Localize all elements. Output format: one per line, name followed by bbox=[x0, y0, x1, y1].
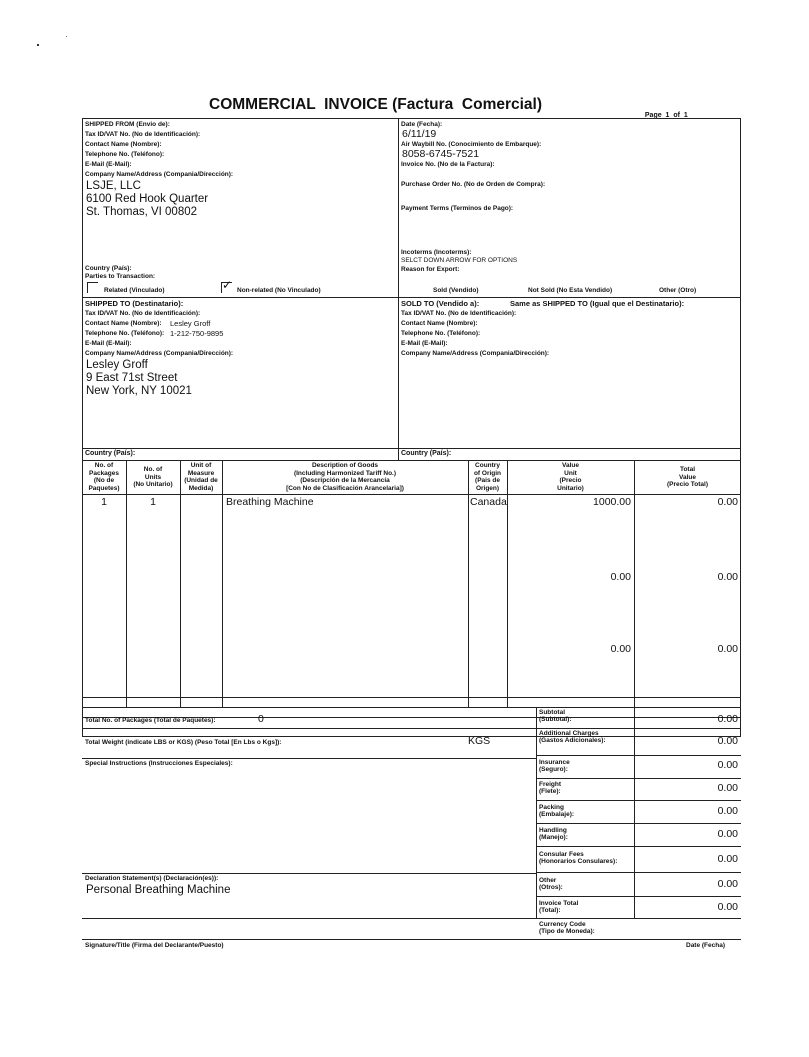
rule bbox=[82, 873, 536, 874]
page-indicator bbox=[641, 105, 688, 119]
shipped-from-tax-label: Tax ID/VAT No. (No de Identificación): bbox=[85, 131, 201, 138]
shipped-from-address-2: 6100 Red Hook Quarter bbox=[86, 193, 209, 205]
col-total-header: Total Value (Precio Total) bbox=[666, 466, 709, 489]
rule bbox=[536, 872, 741, 873]
row1-total: 0.00 bbox=[717, 496, 738, 508]
shipped-to-country-label: Country (País): bbox=[85, 450, 136, 457]
rule bbox=[222, 460, 223, 707]
summary-subtotal: Subtotal (Subtotal): bbox=[539, 709, 572, 724]
summary-packing: Packing (Embalaje): bbox=[539, 804, 575, 819]
not-sold-option[interactable]: Not Sold (No Esta Vendido) bbox=[528, 287, 613, 294]
rule bbox=[536, 823, 741, 824]
rule bbox=[536, 846, 741, 847]
row1-origin: Canada bbox=[470, 496, 507, 508]
signature-date-label[interactable]: Date (Fecha) bbox=[686, 942, 726, 949]
rule bbox=[536, 755, 741, 756]
signature-label[interactable]: Signature/Title (Firma del Declarante/Puesto) bbox=[85, 942, 224, 949]
rule bbox=[634, 460, 635, 919]
rule bbox=[82, 707, 741, 708]
rule bbox=[82, 728, 741, 729]
sold-to-same-as[interactable]: Same as SHIPPED TO (Igual que el Destinatario): bbox=[510, 299, 685, 308]
row1-packages: 1 bbox=[101, 496, 107, 508]
shipped-to-phone-value: 1-212-750-9895 bbox=[170, 329, 224, 338]
parties-label: Parties to Transaction: bbox=[85, 273, 156, 280]
summary-subtotal-value: 0.00 bbox=[717, 713, 738, 725]
shipped-to-email-label: E-Mail (E-Mail): bbox=[85, 340, 132, 347]
rule bbox=[180, 460, 181, 707]
related-label: Related (Vinculado) bbox=[104, 287, 165, 294]
summary-freight-value: 0.00 bbox=[717, 782, 738, 794]
shipped-to-address-2: 9 East 71st Street bbox=[86, 372, 178, 384]
summary-consular: Consular Fees (Honorarios Consulares): bbox=[539, 851, 618, 866]
sold-to-phone-label: Telephone No. (Teléfono): bbox=[401, 330, 481, 337]
shipped-to-tax-label: Tax ID/VAT No. (No de Identificación): bbox=[85, 310, 201, 317]
shipped-from-country-label: Country (País): bbox=[85, 265, 132, 272]
shipped-from-heading: SHIPPED FROM (Envio de): bbox=[85, 121, 170, 128]
summary-currency: Currency Code (Tipo de Moneda): bbox=[539, 921, 595, 936]
total-weight-unit: KGS bbox=[468, 735, 491, 747]
page-label: Page bbox=[644, 112, 662, 119]
summary-insurance-value: 0.00 bbox=[717, 759, 738, 771]
shipped-to-phone-label: Telephone No. (Teléfono): bbox=[85, 330, 165, 337]
rule bbox=[536, 896, 741, 897]
scan-speck bbox=[66, 36, 67, 37]
declaration-label: Declaration Statement(s) (Declaración(es)): bbox=[85, 875, 219, 882]
rule bbox=[536, 778, 741, 779]
reason-label: Reason for Export: bbox=[401, 266, 460, 273]
summary-packing-value: 0.00 bbox=[717, 805, 738, 817]
related-checkbox[interactable] bbox=[87, 282, 98, 293]
col-uom-header: Unit of Measure (Unidad de Medida) bbox=[184, 462, 218, 492]
total-packages-value: 0 bbox=[258, 713, 264, 725]
row2-total: 0.00 bbox=[717, 571, 738, 583]
shipped-to-contact-label: Contact Name (Nombre): bbox=[85, 320, 162, 327]
other-option[interactable]: Other (Otro) bbox=[659, 287, 697, 294]
rule bbox=[82, 448, 741, 449]
page-of: of bbox=[673, 112, 680, 119]
row3-unit-value: 0.00 bbox=[610, 643, 631, 655]
summary-insurance: Insurance (Seguro): bbox=[539, 759, 570, 774]
shipped-from-contact-label: Contact Name (Nombre): bbox=[85, 141, 162, 148]
col-desc-header: Description of Goods (Including Harmonized Tariff No.) (Descripción de la Mercancía [Con No de Clasificación Arancelaria]) bbox=[286, 462, 404, 492]
row3-total: 0.00 bbox=[717, 643, 738, 655]
date-value: 6/11/19 bbox=[402, 128, 437, 140]
incoterms-label: Incoterms (Incoterms): bbox=[401, 249, 472, 256]
shipped-to-heading: SHIPPED TO (Destinatario): bbox=[85, 299, 184, 308]
scan-speck bbox=[37, 44, 39, 46]
awb-value: 8058-6745-7521 bbox=[402, 148, 480, 160]
shipped-from-address-3: St. Thomas, VI 00802 bbox=[86, 206, 198, 218]
sold-to-tax-label: Tax ID/VAT No. (No de Identificación): bbox=[401, 310, 517, 317]
date-label: Date (Fecha): bbox=[401, 121, 443, 128]
shipped-from-email-label: E-Mail (E-Mail): bbox=[85, 161, 132, 168]
row2-unit-value: 0.00 bbox=[610, 571, 631, 583]
row1-description: Breathing Machine bbox=[226, 496, 314, 508]
col-unit-value-header: Value Unit (Precio Unitario) bbox=[557, 462, 584, 492]
row1-units: 1 bbox=[150, 496, 156, 508]
summary-handling-value: 0.00 bbox=[717, 828, 738, 840]
summary-handling: Handling (Manejo): bbox=[539, 827, 568, 842]
col-packages-header: No. of Packages (No de Paquetes) bbox=[88, 462, 120, 492]
nonrelated-label: Non-related (No Vinculado) bbox=[237, 287, 321, 294]
shipped-from-company-label: Company Name/Address (Compania/Dirección): bbox=[85, 171, 234, 178]
summary-additional: Additional Charges (Gastos Adicionales): bbox=[539, 730, 606, 745]
page-total: 1 bbox=[683, 112, 688, 119]
summary-invoice-total-value: 0.00 bbox=[717, 901, 738, 913]
sold-to-company-label: Company Name/Address (Compania/Dirección): bbox=[401, 350, 550, 357]
payment-terms-label: Payment Terms (Terminos de Pago): bbox=[401, 205, 514, 212]
shipped-to-address-3: New York, NY 10021 bbox=[86, 385, 192, 397]
sold-to-contact-label: Contact Name (Nombre): bbox=[401, 320, 478, 327]
rule bbox=[82, 918, 741, 919]
total-packages-label: Total No. of Packages (Total de Paquetes): bbox=[85, 717, 216, 724]
sold-to-country-label: Country (País): bbox=[401, 450, 452, 457]
invoice-no-label: Invoice No. (No de la Factura): bbox=[401, 161, 495, 168]
summary-additional-value: 0.00 bbox=[717, 735, 738, 747]
col-units-header: No. of Units (No Unitario) bbox=[133, 466, 173, 489]
rule bbox=[82, 939, 741, 940]
summary-invoice-total: Invoice Total (Total): bbox=[539, 900, 579, 915]
sold-to-email-label: E-Mail (E-Mail): bbox=[401, 340, 448, 347]
rule bbox=[82, 758, 536, 759]
summary-other: Other (Otros): bbox=[539, 877, 563, 892]
shipped-from-address-1: LSJE, LLC bbox=[86, 180, 141, 192]
rule bbox=[536, 800, 741, 801]
declaration-value: Personal Breathing Machine bbox=[86, 884, 231, 896]
summary-consular-value: 0.00 bbox=[717, 853, 738, 865]
rule bbox=[398, 118, 399, 461]
row1-unit-value: 1000.00 bbox=[593, 496, 631, 508]
sold-option[interactable]: Sold (Vendido) bbox=[433, 287, 479, 294]
summary-other-value: 0.00 bbox=[717, 878, 738, 890]
po-label: Purchase Order No. (No de Orden de Compra): bbox=[401, 181, 546, 188]
check-mark-icon: ✓ bbox=[222, 278, 233, 292]
awb-label: Air Waybill No. (Conocimiento de Embarque): bbox=[401, 141, 542, 148]
page-title: COMMERCIAL INVOICE (Factura Comercial) bbox=[209, 96, 543, 113]
sold-to-heading: SOLD TO (Vendido a): bbox=[401, 299, 480, 308]
shipped-to-contact-value: Lesley Groff bbox=[170, 319, 211, 328]
shipped-to-company-label: Company Name/Address (Compania/Dirección): bbox=[85, 350, 234, 357]
incoterms-note: SELCT DOWN ARROW FOR OPTIONS bbox=[401, 257, 518, 264]
rule bbox=[82, 297, 741, 298]
rule bbox=[468, 460, 469, 707]
shipped-from-phone-label: Telephone No. (Teléfono): bbox=[85, 151, 165, 158]
shipped-to-address-1: Lesley Groff bbox=[86, 359, 148, 371]
special-instructions-label: Special Instructions (Instrucciones Especiales): bbox=[85, 760, 233, 767]
col-origin-header: Country of Origin (Pais de Origen) bbox=[473, 462, 502, 492]
page-number: 1 bbox=[665, 112, 670, 119]
rule bbox=[536, 707, 537, 919]
summary-freight: Freight (Flete): bbox=[539, 781, 562, 796]
total-weight-label: Total Weight (indicate LBS or KGS) (Peso Total [En Lbs o Kgs]): bbox=[85, 739, 282, 746]
